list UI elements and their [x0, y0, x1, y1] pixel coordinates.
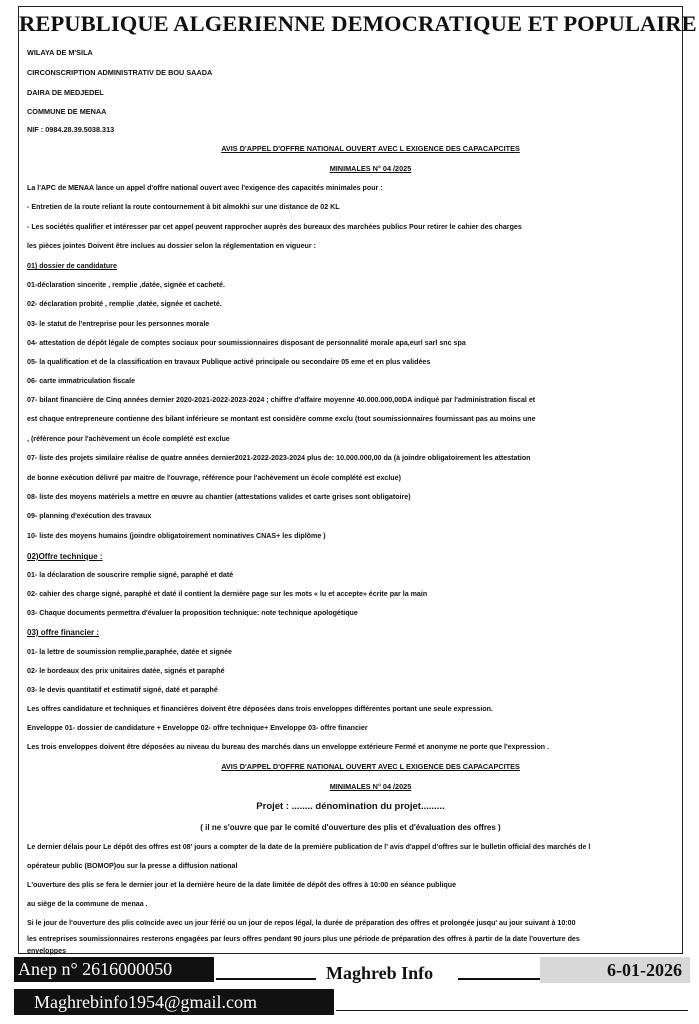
body-line: Les offres candidature et techniques et financières doivent être déposées dans trois enveloppes différentes portant une seule expression. [27, 705, 493, 713]
body-line: 01-déclaration sincerite , remplie ,datée, signée et cacheté. [27, 281, 225, 289]
body-line: , (référence pour l'achèvement un école complété est exclue [27, 435, 230, 443]
anep-number-badge: Anep n° 2616000050 [14, 957, 214, 982]
section-dossier-candidature: 01) dossier de candidature [27, 262, 117, 270]
publication-name: Maghreb Info [326, 963, 434, 983]
circonscription-line: CIRCONSCRIPTION ADMINISTRATIV DE BOU SAADA [27, 68, 213, 77]
closing-line: au siège de la commune de menaa . [27, 900, 148, 908]
body-line: de bonne exécution délivré par maitre de l'ouvrage, référence pour l'achèvement un école complété est exclue) [27, 474, 401, 482]
commune-line: COMMUNE DE MENAA [27, 107, 107, 116]
publication-date: 6-01-2026 [540, 957, 690, 983]
body-line: 09- planning d'exécution des travaux [27, 512, 152, 520]
body-line: 07- bilant financière de Cinq années dernier 2020-2021-2022-2023-2024 ; chiffre d'affaire moyenne 40.000.000,00DA indiqué par l'administration fiscal et [27, 396, 536, 404]
nif-line: NIF : 0984.28.39.5038.313 [27, 125, 115, 134]
closing-line: Si le jour de l'ouverture des plis coïncide avec un jour férié ou un jour de repos légal, la durée de préparation des offres et prolongée jusqu' au jour suivant à 10:00 [27, 919, 576, 927]
section-offre-technique: 02)Offre technique : [27, 552, 103, 561]
footer-rule [216, 978, 316, 980]
avis-heading: AVIS D'APPEL D'OFFRE NATIONAL OUVERT AVEC L EXIGENCE DES CAPACAPCITES [221, 144, 520, 153]
avis-number: MINIMALES N° 04 /2025 [329, 164, 412, 173]
section-offre-financier: 03) offre financier : [27, 628, 100, 637]
footer-rule [336, 1010, 688, 1011]
body-line: les pièces jointes Doivent être inclues au dossier selon la réglementation en vigueur : [27, 242, 316, 250]
closing-line: L'ouverture des plis se fera le dernier jour et la dernière heure de la date limitée de dépôt des offres à 10:00 en séance publique [27, 881, 457, 889]
comite-note: ( il ne s'ouvre que par le comité d'ouverture des plis et d'évaluation des offres ) [200, 823, 501, 832]
body-line: 08- liste des moyens matériels a mettre en œuvre au chantier (attestations valides et carte grises sont obligatoire) [27, 493, 411, 501]
avis2-heading: AVIS D'APPEL D'OFFRE NATIONAL OUVERT AVEC L EXIGENCE DES CAPACAPCITES [221, 762, 520, 771]
wilaya-line: WILAYA DE M'SILA [27, 48, 93, 57]
body-line: 06- carte immatriculation fiscale [27, 377, 136, 385]
closing-line: enveloppes [27, 947, 67, 955]
body-line: 01- la déclaration de souscrire remplie signé, paraphé et daté [27, 571, 234, 579]
body-line: 02- le bordeaux des prix unitaires datée, signés et paraphé [27, 667, 225, 675]
body-line: Enveloppe 01- dossier de candidature + Enveloppe 02- offre technique+ Enveloppe 03- offre financier [27, 724, 368, 732]
body-line: est chaque entrepreneure contienne des bilant inférieure se montant est considère comme exclu (tout soumissionnaires fournissant pas au moins une [27, 415, 536, 423]
body-line: Les trois enveloppes doivent être déposées au niveau du bureau des marchés dans un enveloppe extérieure Fermé et anonyme ne porte que l'expression . [27, 743, 550, 751]
daira-line: DAIRA DE MEDJEDEL [27, 88, 104, 97]
body-line: 03- le statut de l'entreprise pour les personnes morale [27, 320, 210, 328]
email-badge: Maghrebinfo1954@gmail.com [14, 989, 334, 1015]
footer-rule [458, 978, 540, 980]
body-line: 03- Chaque documents permettra d'évaluer la proposition technique: note technique apologétique [27, 609, 358, 617]
page-title: REPUBLIQUE ALGERIENNE DEMOCRATIQUE ET POPULAIRE [19, 11, 697, 36]
projet-line: Projet : ........ dénomination du projet......... [256, 801, 445, 812]
body-line: 02- déclaration probité , remplie ,datée, signée et cacheté. [27, 300, 222, 308]
closing-line: les entreprises soumissionnaires resterons engagées par leurs offres pendant 90 jours plus une période de préparation des offres à partir de la date l'ouverture des [27, 935, 580, 943]
body-line: 02- cahier des charge signé, paraphé et daté il contient la dernière page sur les mots « lu et accepte» écrite par la main [27, 590, 428, 598]
closing-line: opérateur public (BOMOP)ou sur la presse a diffusion national [27, 862, 238, 870]
body-line: 10- liste des moyens humains (joindre obligatoirement nominatives CNAS+ les diplôme ) [27, 532, 326, 540]
body-line: 03- le devis quantitatif et estimatif signé, daté et paraphé [27, 686, 218, 694]
body-line: - Les sociétés qualifier et intéresser par cet appel peuvent rapprocher auprès des bureaux des marchées publics Pour retirer le cahier des charges [27, 223, 522, 231]
avis2-number: MINIMALES N° 04 /2025 [329, 782, 412, 791]
body-line: 04- attestation de dépôt légale de comptes sociaux pour soumissionnaires disposant de personnalité morale apa,eurl sarl snc spa [27, 339, 466, 347]
closing-line: Le dernier délais pour Le dépôt des offres est 08' jours a compter de la date de la première publication de l' avis d'appel d'offres sur le bulletin official des marchés de l [27, 843, 591, 851]
body-line: - Entretien de la route reliant la route contournement à bit almokhi sur une distance de 02 KL [27, 203, 340, 211]
body-line: 05- la qualification et de la classification en travaux Publique activé principale ou secondaire 05 eme et en plus validées [27, 358, 431, 366]
body-line: 07- liste des projets similaire réalise de quatre années dernier2021-2022-2023-2024 plus de: 10.000.000,00 da (à joindre obligatoirement les attestation [27, 454, 531, 462]
announcement-page [18, 6, 697, 955]
body-line: La l'APC de MENAA lance un appel d'offre national ouvert avec l'exigence des capacités minimales pour : [27, 184, 383, 192]
body-line: 01- la lettre de soumission remplie,paraphée, datée et signée [27, 648, 233, 656]
